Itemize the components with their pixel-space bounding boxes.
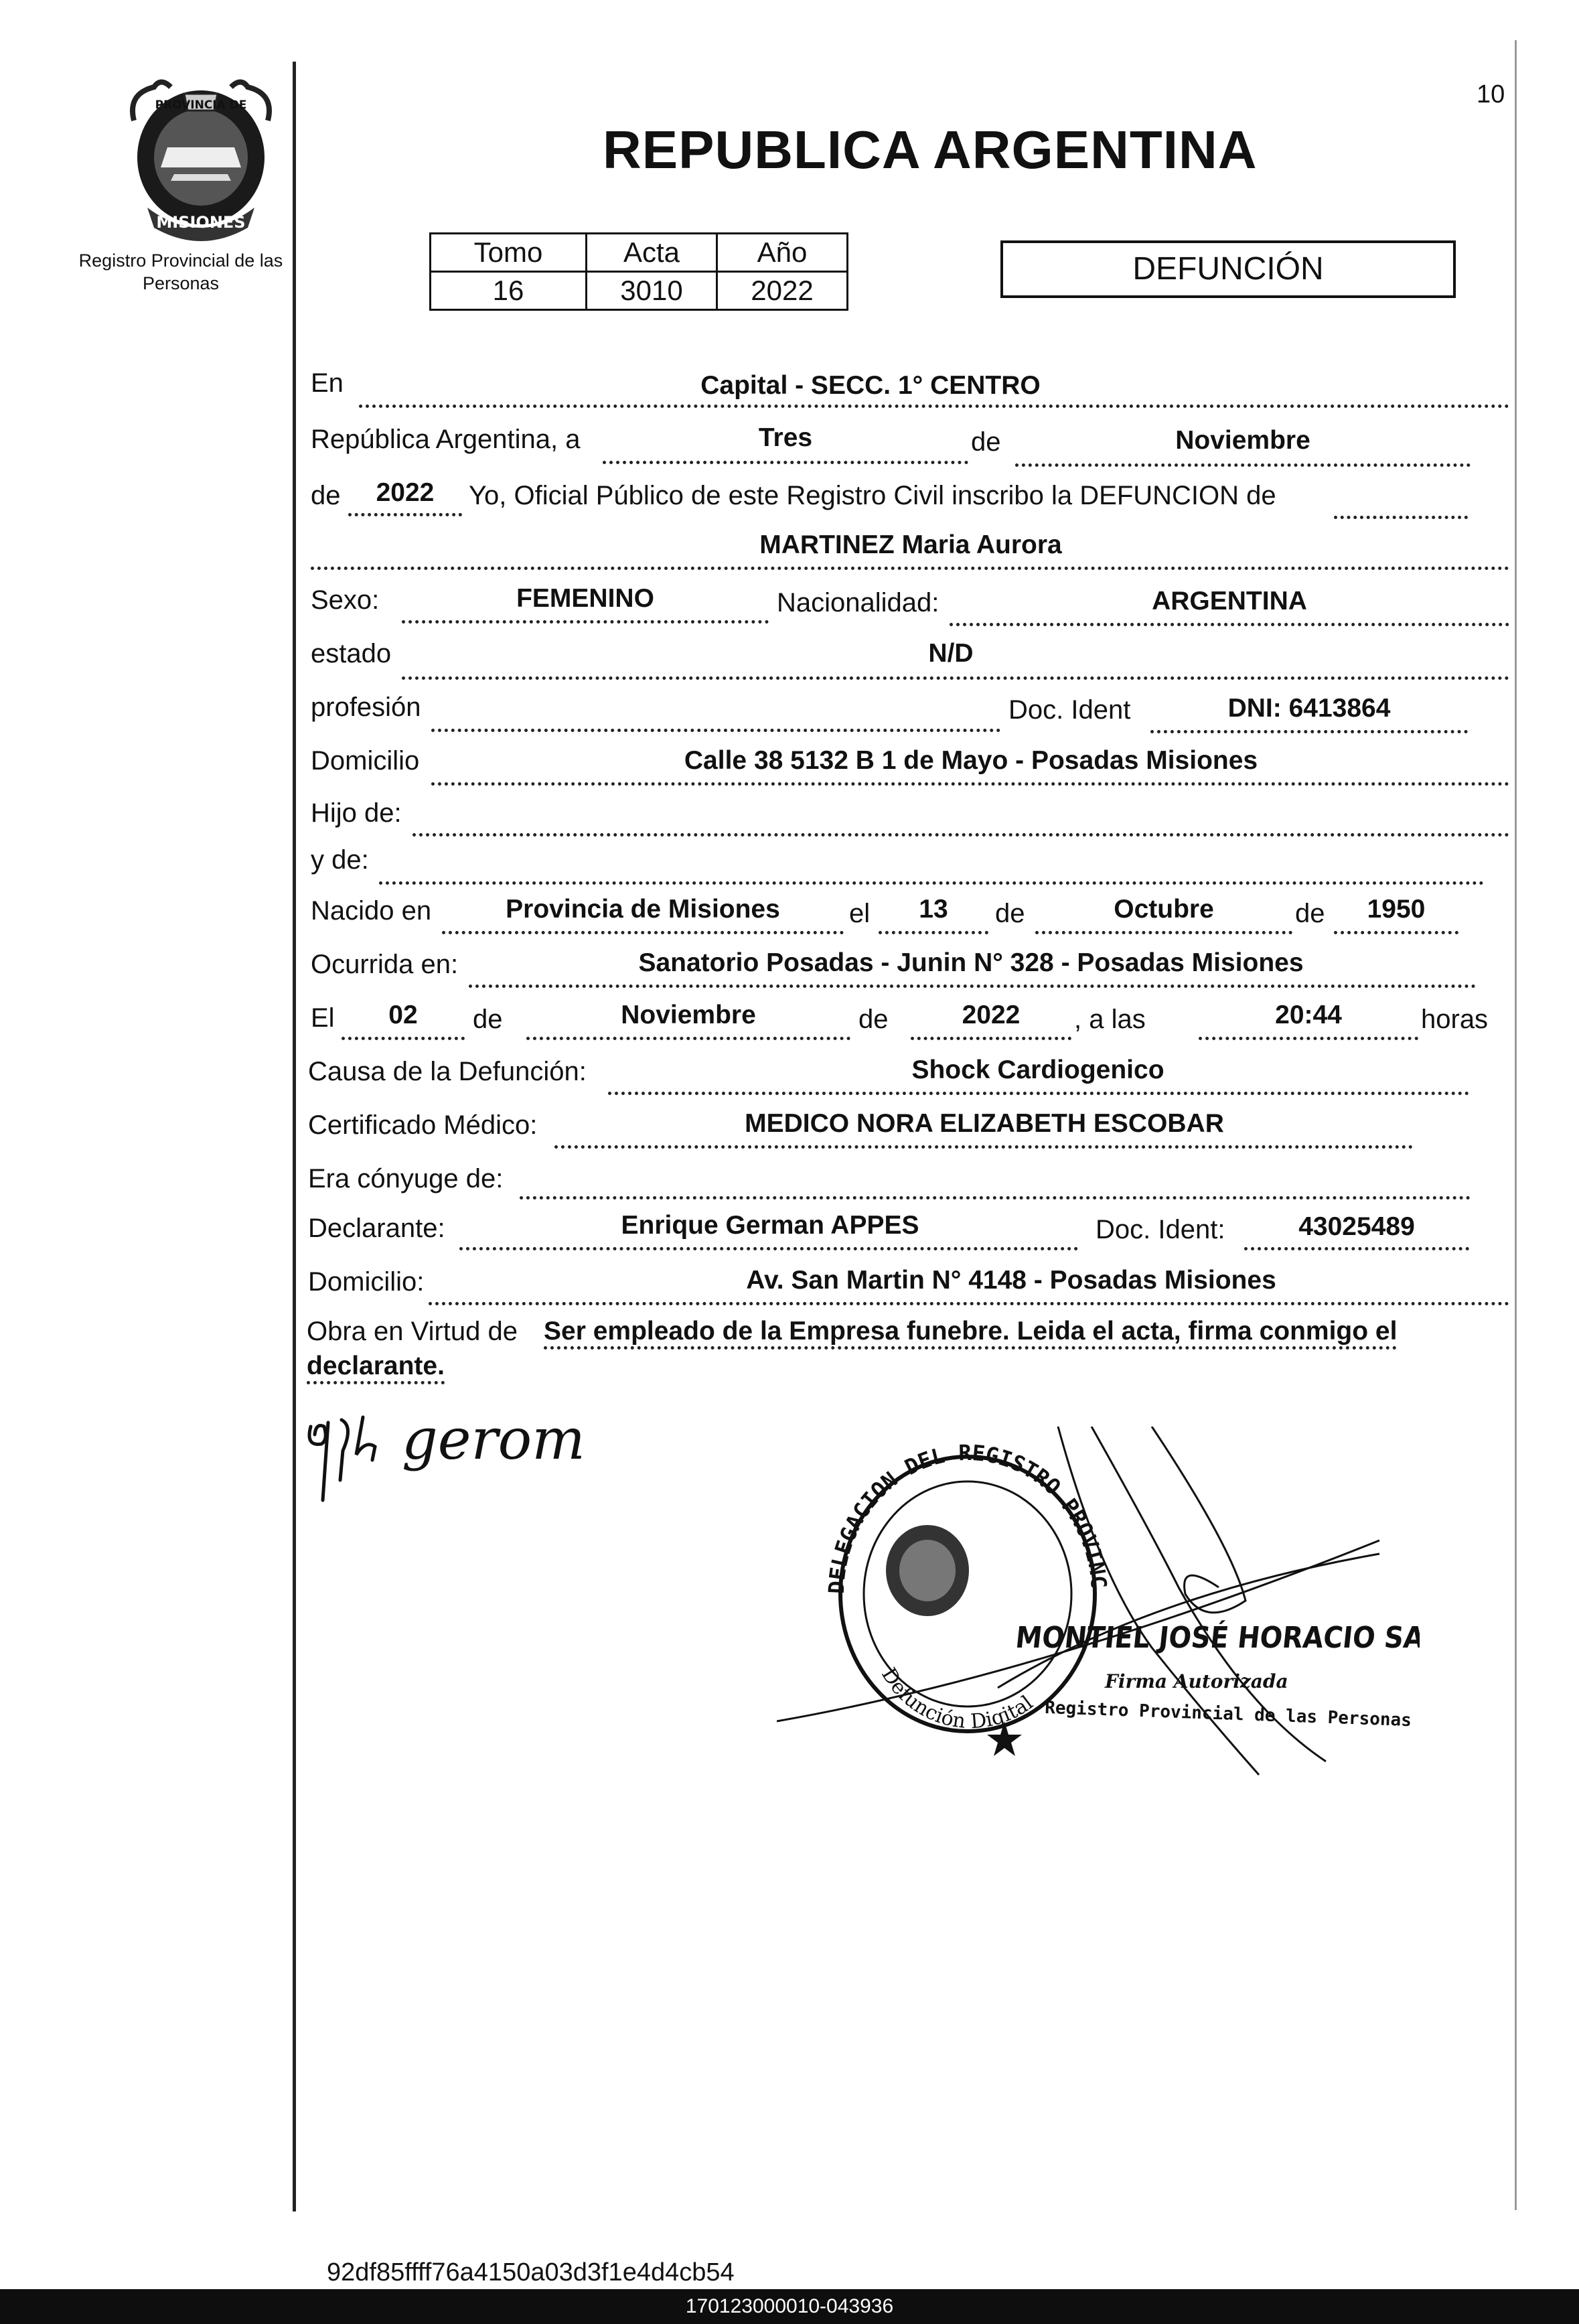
birth-day-dots [879, 931, 988, 934]
yde-label: y de: [311, 845, 369, 875]
decl-doc-label: Doc. Ident: [1096, 1215, 1225, 1244]
ocurrida-label: Ocurrida en: [311, 950, 459, 979]
death-day: 02 [388, 1001, 418, 1029]
causa-dots [608, 1092, 1469, 1095]
doc-ident-dots [1150, 730, 1468, 733]
deceased-name: MARTINEZ Maria Aurora [759, 530, 1062, 559]
tomo-value: 16 [431, 272, 587, 310]
barcode-strip: 170123000010-043936 [0, 2289, 1579, 2324]
misiones-coat-of-arms-logo [114, 74, 288, 241]
obra-label: Obra en Virtud de [307, 1317, 518, 1346]
conyuge-dots [520, 1196, 1471, 1200]
horas-label: horas [1421, 1005, 1489, 1034]
hijo-dots [412, 833, 1509, 837]
domicilio-value: Calle 38 5132 B 1 de Mayo - Posadas Misiones [684, 746, 1258, 775]
sexo-label: Sexo: [311, 585, 380, 615]
declarant-signature [301, 1400, 609, 1524]
declarante-value: Enrique German APPES [621, 1211, 919, 1240]
registry-name: Registro Provincial de las Personas [78, 250, 283, 293]
month-value: Noviembre [1175, 426, 1310, 455]
anio-value: 2022 [717, 272, 848, 310]
alas-label: , a las [1074, 1005, 1146, 1034]
conyuge-label: Era cónyuge de: [308, 1164, 504, 1193]
death-month-dots [526, 1037, 850, 1040]
document-title: REPUBLICA ARGENTINA [603, 120, 1258, 179]
ocurrida-dots [469, 985, 1476, 988]
death-month: Noviembre [621, 1001, 756, 1029]
intro-dots [1334, 516, 1468, 519]
declarant-handwriting: gerom [402, 1406, 585, 1472]
official-name: MONTIEL JOSÉ HORACIO SAUL [1014, 1621, 1420, 1655]
day-value: Tres [758, 423, 813, 452]
death-year-dots [911, 1037, 1071, 1040]
death-day-dots [342, 1037, 465, 1040]
yde-dots [379, 881, 1484, 885]
profesion-label: profesión [311, 693, 421, 722]
logo-bottom-text: MISIONES [156, 213, 246, 232]
decl-doc-value: 43025489 [1298, 1212, 1415, 1241]
doc-ident-label: Doc. Ident [1008, 695, 1131, 725]
birth-year-dots [1334, 931, 1458, 934]
certificado-dots [554, 1145, 1413, 1149]
month-dots [1015, 463, 1471, 467]
intro-text: Yo, Oficial Público de este Registro Civil inscribo la DEFUNCION de [469, 481, 1276, 510]
name-dots [311, 567, 1509, 570]
doc-ident-value: DNI: 6413864 [1227, 694, 1391, 723]
page-number: 10 [1477, 80, 1505, 108]
causa-label: Causa de la Defunción: [308, 1057, 587, 1086]
birth-day: 13 [919, 895, 948, 924]
de2-label: de [311, 481, 341, 510]
de1-label: de [971, 427, 1001, 457]
declarante-dots [459, 1247, 1078, 1250]
birth-month-dots [1035, 931, 1292, 934]
en-value: Capital - SECC. 1° CENTRO [700, 371, 1041, 400]
el2-label: El [311, 1003, 335, 1033]
nacionalidad-value: ARGENTINA [1152, 587, 1307, 615]
tomo-header: Tomo [431, 234, 587, 272]
day-dots [603, 461, 968, 464]
estado-value: N/D [928, 639, 974, 668]
de4-label: de [1295, 899, 1325, 928]
seal-bottom-text: Defunción Digital [877, 1664, 1038, 1734]
year-value: 2022 [376, 478, 435, 507]
logo-top-text: PROVINCIA DE [155, 98, 247, 112]
sexo-value: FEMENINO [516, 584, 654, 613]
estado-label: estado [311, 639, 392, 668]
record-type-box: DEFUNCIÓN [1000, 240, 1456, 298]
certificado-value: MEDICO NORA ELIZABETH ESCOBAR [745, 1109, 1224, 1138]
document-hash: 92df85ffff76a4150a03d3f1e4d4cb54 [327, 2258, 735, 2286]
el-label: el [849, 899, 871, 928]
acta-value: 3010 [587, 272, 717, 310]
nacido-label: Nacido en [311, 896, 432, 926]
left-margin-line [293, 62, 296, 2211]
en-dots [359, 405, 1509, 408]
decl-doc-dots [1244, 1247, 1469, 1250]
obra-value-line-2: declarante. [307, 1352, 445, 1384]
estado-dots [402, 676, 1509, 680]
nacido-dots [442, 931, 844, 934]
year-dots [348, 513, 462, 516]
official-role: Firma Autorizada [1105, 1670, 1288, 1692]
death-year: 2022 [962, 1001, 1021, 1029]
seal-arc-text: DELEGACION DEL REGISTRO PROVINC [823, 1439, 1112, 1595]
domicilio2-value: Av. San Martin N° 4148 - Posadas Misiones [746, 1266, 1276, 1295]
birth-month: Octubre [1114, 895, 1214, 924]
declarante-label: Declarante: [308, 1214, 445, 1243]
certificado-label: Certificado Médico: [308, 1110, 538, 1140]
nacido-value: Provincia de Misiones [506, 895, 780, 924]
death-time-dots [1199, 1037, 1418, 1040]
nacionalidad-dots [950, 623, 1509, 626]
acta-header: Acta [587, 234, 717, 272]
profesion-dots [431, 729, 1000, 732]
de5-label: de [473, 1005, 503, 1034]
obra-value-line-1: Ser empleado de la Empresa funebre. Leida el acta, firma conmigo el [544, 1317, 1397, 1350]
domicilio-dots [431, 782, 1509, 786]
de3-label: de [995, 899, 1025, 928]
ocurrida-value: Sanatorio Posadas - Junin N° 328 - Posadas Misiones [638, 948, 1304, 977]
de6-label: de [858, 1005, 889, 1034]
domicilio-label: Domicilio [311, 746, 420, 776]
republica-label: República Argentina, a [311, 425, 581, 454]
right-margin-line [1515, 40, 1517, 2210]
causa-value: Shock Cardiogenico [911, 1056, 1164, 1084]
birth-year: 1950 [1367, 895, 1426, 924]
anio-header: Año [717, 234, 848, 272]
official-seal-and-signature [777, 1427, 1420, 1792]
nacionalidad-label: Nacionalidad: [777, 588, 939, 618]
en-label: En [311, 368, 344, 398]
sexo-dots [402, 620, 769, 624]
hijo-label: Hijo de: [311, 798, 402, 828]
official-org: Registro Provincial de las Personas [1044, 1698, 1412, 1731]
domicilio2-dots [429, 1302, 1509, 1305]
death-time: 20:44 [1275, 1001, 1342, 1029]
domicilio2-label: Domicilio: [308, 1267, 425, 1297]
record-table [429, 232, 848, 311]
